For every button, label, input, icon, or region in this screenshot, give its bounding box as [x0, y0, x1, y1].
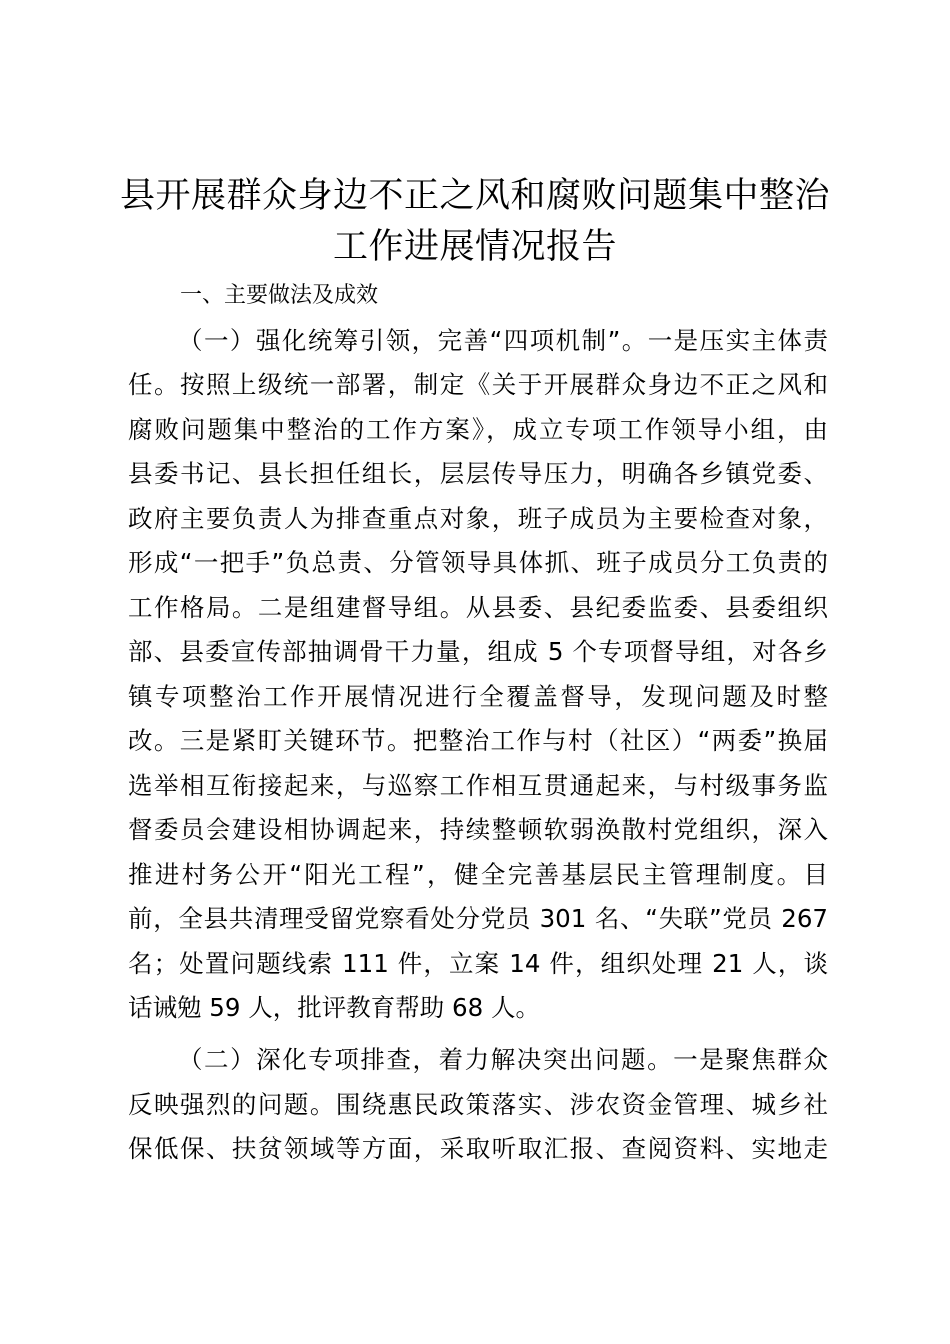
paragraph-line: 改。三是紧盯关键环节。把整治工作与村（社区）“两委”换届 — [128, 726, 828, 755]
paragraph-line: 保低保、扶贫领域等方面，采取听取汇报、查阅资料、实地走 — [128, 1134, 828, 1163]
paragraph-line: 督委员会建设相协调起来，持续整顿软弱涣散村党组织，深入 — [128, 815, 828, 844]
document-title-line-2: 工作进展情况报告 — [332, 227, 617, 267]
paragraph-line: 话诫勉 59 人，批评教育帮助 68 人。 — [128, 993, 541, 1022]
paragraph-line: （一）强化统筹引领，完善“四项机制”。一是压实主体责 — [178, 326, 828, 355]
paragraph-line: 选举相互衔接起来，与巡察工作相互贯通起来，与村级事务监 — [128, 771, 828, 800]
paragraph-line: 政府主要负责人为排查重点对象，班子成员为主要检查对象， — [128, 504, 828, 533]
paragraph-line: 反映强烈的问题。围绕惠民政策落实、涉农资金管理、城乡社 — [128, 1090, 828, 1119]
paragraph-line: 前，全县共清理受留党察看处分党员 301 名、“失联”党员 267 — [128, 904, 828, 933]
paragraph-line: 任。按照上级统一部署，制定《关于开展群众身边不正之风和 — [128, 370, 828, 399]
paragraph-line: 工作格局。二是组建督导组。从县委、县纪委监委、县委组织 — [128, 593, 828, 622]
document-title-line-1: 县开展群众身边不正之风和腐败问题集中整治 — [119, 176, 830, 216]
section-heading: 一、主要做法及成效 — [180, 283, 379, 308]
paragraph-line: 推进村务公开“阳光工程”，健全完善基层民主管理制度。目 — [128, 860, 828, 889]
paragraph-line: 形成“一把手”负总责、分管领导具体抓、班子成员分工负责的 — [128, 548, 828, 577]
paragraph-line: 县委书记、县长担任组长，层层传导压力，明确各乡镇党委、 — [128, 459, 828, 488]
paragraph-line: 腐败问题集中整治的工作方案》，成立专项工作领导小组，由 — [128, 415, 828, 444]
paragraph-line: （二）深化专项排查，着力解决突出问题。一是聚焦群众 — [178, 1045, 828, 1074]
paragraph-line: 镇专项整治工作开展情况进行全覆盖督导，发现问题及时整 — [128, 682, 828, 711]
paragraph-line: 部、县委宣传部抽调骨干力量，组成 5 个专项督导组，对各乡 — [128, 637, 828, 666]
paragraph-line: 名；处置问题线索 111 件，立案 14 件，组织处理 21 人，谈 — [128, 949, 828, 978]
